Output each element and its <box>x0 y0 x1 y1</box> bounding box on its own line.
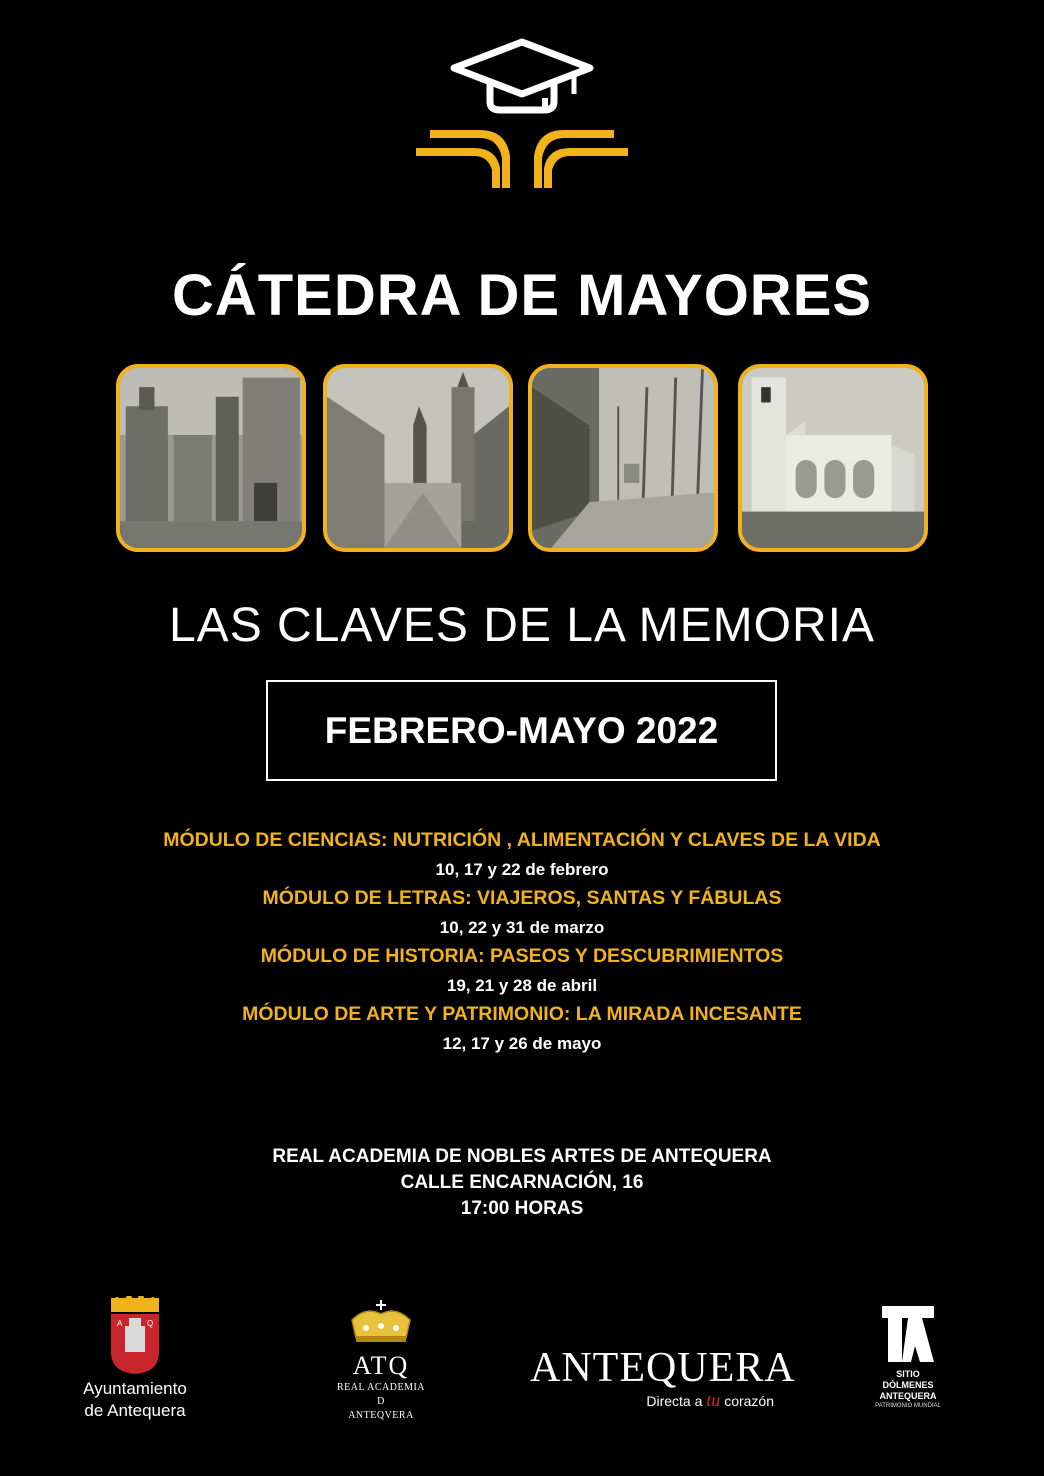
tagline-pre: Directa a <box>646 1393 703 1409</box>
academia-line2: D <box>377 1396 385 1407</box>
date-range-text: FEBRERO-MAYO 2022 <box>324 709 719 751</box>
module-dates: 12, 17 y 26 de mayo <box>442 1034 602 1053</box>
crown-icon <box>346 1300 416 1344</box>
photo-tree-avenue <box>528 364 718 552</box>
date-range-box <box>266 680 777 781</box>
academia-line3: ANTEQVERA <box>348 1410 414 1421</box>
venue-info <box>0 1144 1044 1222</box>
antequera-tagline <box>530 1390 800 1411</box>
module-dates: 19, 21 y 28 de abril <box>446 976 598 995</box>
dolmen-line3: PATRIMONIO MUNDIAL <box>875 1403 941 1409</box>
academia-monogram: ATQ <box>352 1351 410 1380</box>
ayuntamiento-line2: de Antequera <box>84 1401 186 1420</box>
dolmen-line2: ANTEQUERA <box>879 1391 937 1401</box>
module-title: MÓDULO DE ARTE Y PATRIMONIO: LA MIRADA INCESANTE <box>242 1003 802 1025</box>
antequera-wordmark: ANTEQUERA <box>530 1345 796 1391</box>
photo-street-tower <box>323 364 513 552</box>
module-title: MÓDULO DE CIENCIAS: NUTRICIÓN , ALIMENTACIÓN Y CLAVES DE LA VIDA <box>163 829 881 851</box>
module-title: MÓDULO DE HISTORIA: PASEOS Y DESCUBRIMIENTOS <box>260 945 784 967</box>
module-item <box>0 826 1044 884</box>
photo-church-square <box>116 364 306 552</box>
graduation-cap-book-icon <box>410 36 634 196</box>
photo-white-chapel <box>738 364 928 552</box>
tagline-post: corazón <box>724 1393 774 1409</box>
dolmen-icon <box>878 1304 938 1364</box>
module-item <box>0 942 1044 1000</box>
poster-subtitle: LAS CLAVES DE LA MEMORIA <box>168 599 875 652</box>
module-dates: 10, 17 y 22 de febrero <box>435 860 609 879</box>
poster-title: CÁTEDRA DE MAYORES <box>171 263 873 328</box>
academia-line1: REAL ACADEMIA <box>336 1382 426 1393</box>
venue-name: REAL ACADEMIA DE NOBLES ARTES DE ANTEQUERA <box>272 1146 772 1167</box>
tagline-tu: tu <box>706 1390 721 1410</box>
venue-address: CALLE ENCARNACIÓN, 16 <box>400 1172 644 1193</box>
sponsor-logos <box>0 1290 1044 1440</box>
venue-time: 17:00 HORAS <box>460 1198 584 1219</box>
module-dates: 10, 22 y 31 de marzo <box>439 918 605 937</box>
historic-photos <box>116 364 928 552</box>
module-item <box>0 1000 1044 1058</box>
antequera-tourism-logo <box>530 1345 800 1410</box>
real-academia-logo <box>326 1300 436 1430</box>
module-title: MÓDULO DE LETRAS: VIAJEROS, SANTAS Y FÁBULAS <box>262 887 782 909</box>
module-item <box>0 884 1044 942</box>
svg-text:A: A <box>117 1319 123 1328</box>
modules-list <box>0 826 1044 1058</box>
dolmen-line1: SITIO DÓLMENES <box>882 1369 934 1390</box>
coat-of-arms-icon <box>107 1296 163 1376</box>
ayuntamiento-line1: Ayuntamiento <box>83 1379 187 1398</box>
svg-text:Q: Q <box>147 1319 154 1328</box>
ayuntamiento-logo <box>60 1296 210 1420</box>
dolmenes-logo <box>872 1304 944 1414</box>
